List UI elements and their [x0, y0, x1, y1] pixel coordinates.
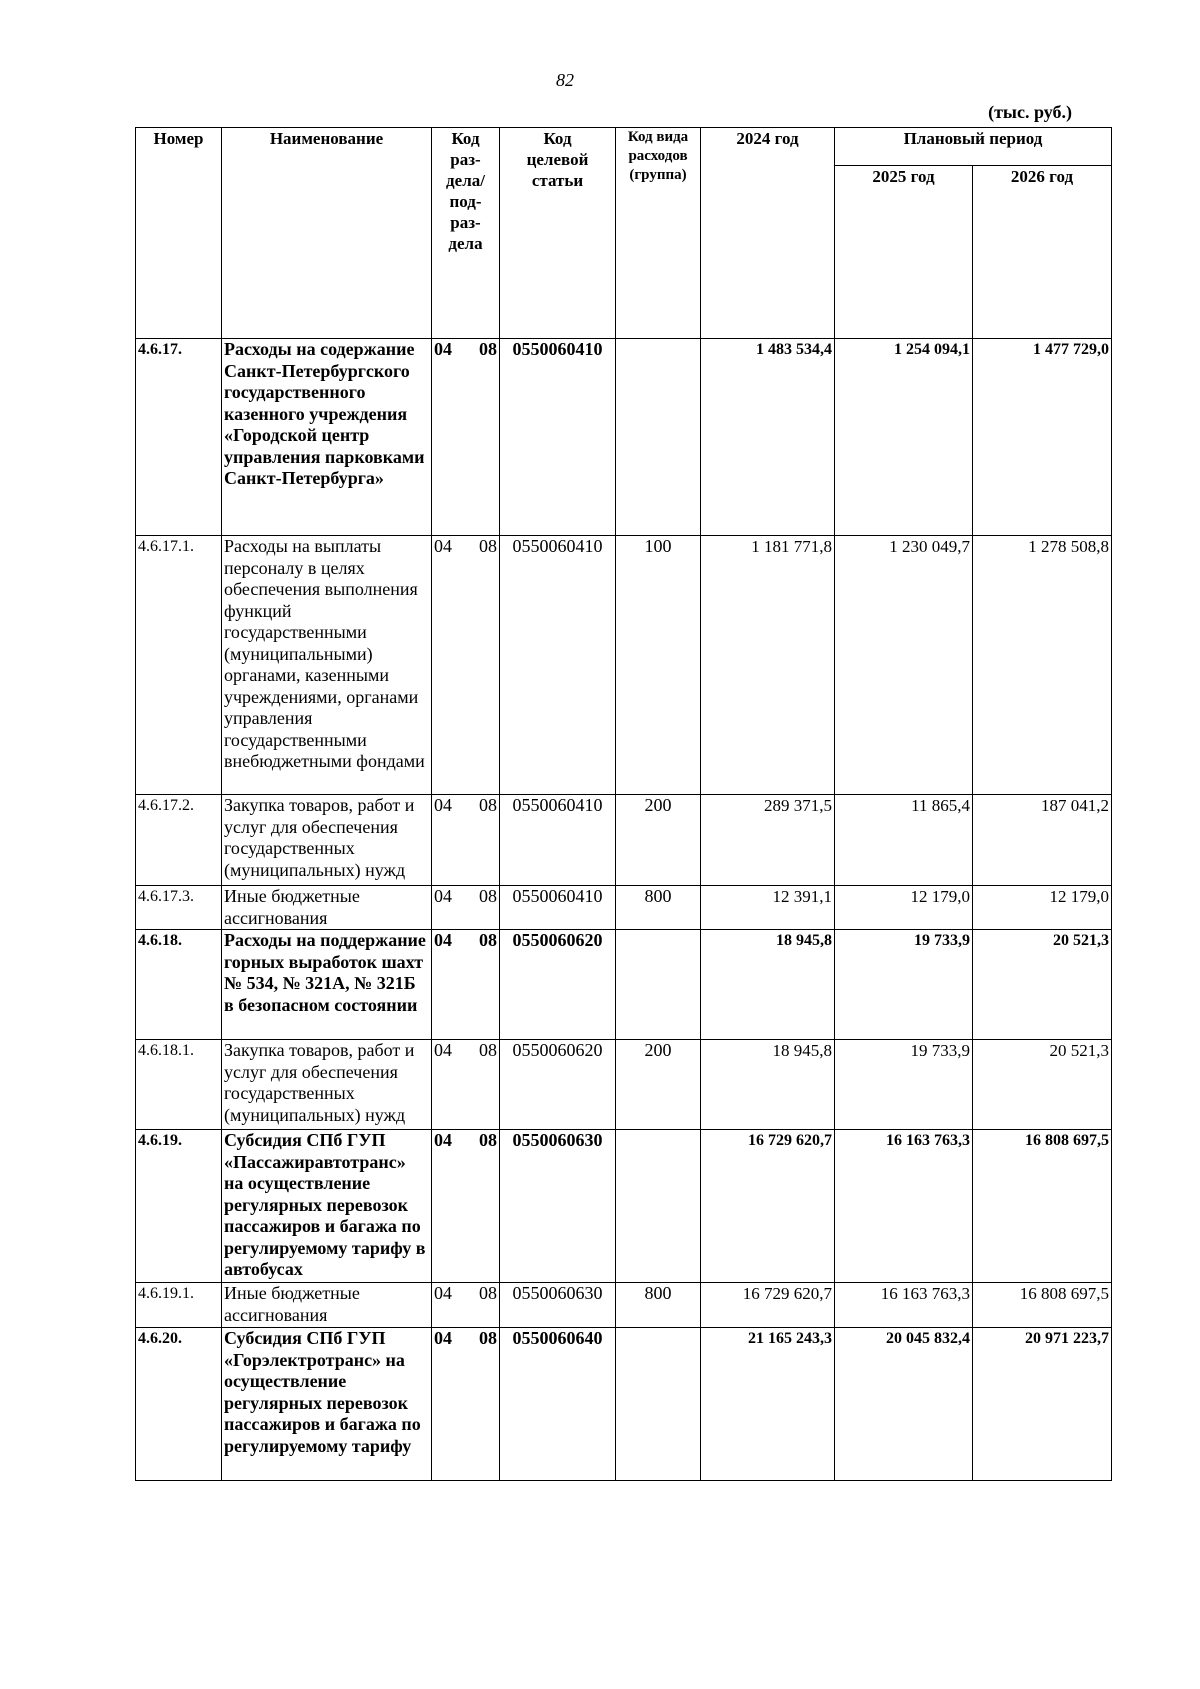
row-subsection: 08	[479, 339, 497, 359]
row-number: 4.6.19.1.	[136, 1283, 222, 1328]
header-name: Наименование	[222, 128, 432, 339]
row-section: 04	[434, 1130, 452, 1150]
row-amount-2026: 1 477 729,0	[973, 339, 1112, 536]
row-number: 4.6.18.	[136, 930, 222, 1040]
row-subsection: 08	[479, 930, 497, 950]
header-kvr-line: Код вида	[627, 129, 689, 145]
row-number: 4.6.17.2.	[136, 795, 222, 886]
header-section-line: раз-	[450, 213, 481, 232]
row-target-code: 0550060640	[500, 1328, 616, 1481]
row-section-code	[432, 1130, 500, 1283]
table-row	[136, 536, 1112, 795]
row-amount-2025: 1 254 094,1	[835, 339, 973, 536]
table-row	[136, 339, 1112, 536]
row-number: 4.6.17.1.	[136, 536, 222, 795]
row-number: 4.6.18.1.	[136, 1040, 222, 1130]
row-section-code	[432, 1283, 500, 1328]
row-target-code: 0550060630	[500, 1283, 616, 1328]
row-amount-2024: 1 181 771,8	[701, 536, 835, 795]
row-section-code	[432, 1328, 500, 1481]
row-subsection: 08	[479, 1130, 497, 1150]
table-row	[136, 930, 1112, 1040]
row-amount-2025: 20 045 832,4	[835, 1328, 973, 1481]
header-2025: 2025 год	[835, 166, 973, 339]
row-name: Расходы на содержание Санкт-Петербургского государственного казенного учреждения «Городской центр управления парковками Санкт-Петербурга»	[222, 339, 432, 536]
row-amount-2025: 16 163 763,3	[835, 1130, 973, 1283]
row-subsection: 08	[479, 536, 497, 556]
row-name: Расходы на поддержание горных выработок шахт № 534, № 321А, № 321Б в безопасном состоянии	[222, 930, 432, 1040]
header-section-line: дела/	[446, 171, 485, 190]
row-target-code: 0550060620	[500, 930, 616, 1040]
row-section: 04	[434, 795, 452, 815]
row-name: Субсидия СПб ГУП «Горэлектротранс» на осуществление регулярных перевозок пассажиров и багажа по регулируемому тарифу	[222, 1328, 432, 1481]
row-kvr-code	[616, 1328, 701, 1481]
row-subsection: 08	[479, 886, 497, 906]
row-target-code: 0550060410	[500, 886, 616, 930]
row-section-code	[432, 1040, 500, 1130]
table-row	[136, 1283, 1112, 1328]
row-name: Расходы на выплаты персоналу в целях обеспечения выполнения функций государственными (муниципальными) органами, казенными учреждениями, органами управления государственными внебюджетными фондами	[222, 536, 432, 795]
row-name: Субсидия СПб ГУП «Пассажиравтотранс» на осуществление регулярных перевозок пассажиров и багажа по регулируемому тарифу в автобусах	[222, 1130, 432, 1283]
table-body	[136, 339, 1112, 1481]
header-2024: 2024 год	[701, 128, 835, 339]
row-section-code	[432, 795, 500, 886]
row-amount-2026: 20 971 223,7	[973, 1328, 1112, 1481]
header-section-line: под-	[449, 192, 482, 211]
row-name: Иные бюджетные ассигнования	[222, 886, 432, 930]
row-amount-2024: 289 371,5	[701, 795, 835, 886]
row-target-code: 0550060410	[500, 339, 616, 536]
row-amount-2024: 1 483 534,4	[701, 339, 835, 536]
row-section: 04	[434, 339, 452, 359]
row-section-code	[432, 536, 500, 795]
row-amount-2026: 16 808 697,5	[973, 1283, 1112, 1328]
page-number: 82	[556, 70, 574, 90]
row-section-code	[432, 930, 500, 1040]
row-target-code: 0550060630	[500, 1130, 616, 1283]
row-amount-2025: 1 230 049,7	[835, 536, 973, 795]
row-amount-2025: 19 733,9	[835, 1040, 973, 1130]
row-kvr-code	[616, 1130, 701, 1283]
row-target-code: 0550060410	[500, 795, 616, 886]
row-section: 04	[434, 1283, 452, 1303]
header-number: Номер	[136, 128, 222, 339]
row-amount-2024: 16 729 620,7	[701, 1283, 835, 1328]
header-planned-period: Плановый период	[835, 128, 1112, 166]
row-amount-2026: 16 808 697,5	[973, 1130, 1112, 1283]
row-name: Иные бюджетные ассигнования	[222, 1283, 432, 1328]
row-amount-2026: 187 041,2	[973, 795, 1112, 886]
header-section-line: Код	[451, 129, 480, 148]
row-name: Закупка товаров, работ и услуг для обеспечения государственных (муниципальных) нужд	[222, 795, 432, 886]
row-kvr-code: 800	[616, 1283, 701, 1328]
row-name: Закупка товаров, работ и услуг для обеспечения государственных (муниципальных) нужд	[222, 1040, 432, 1130]
header-kvr-line: (группа)	[629, 167, 687, 183]
row-amount-2026: 20 521,3	[973, 930, 1112, 1040]
header-section-line: раз-	[450, 150, 481, 169]
row-number: 4.6.20.	[136, 1328, 222, 1481]
units-label: (тыс. руб.)	[988, 102, 1072, 122]
row-kvr-code	[616, 339, 701, 536]
header-target-code	[500, 128, 616, 339]
row-target-code: 0550060410	[500, 536, 616, 795]
row-amount-2024: 12 391,1	[701, 886, 835, 930]
row-subsection: 08	[479, 795, 497, 815]
row-section: 04	[434, 1040, 452, 1060]
row-section: 04	[434, 1328, 452, 1348]
header-kvr-line: расходов	[628, 148, 688, 164]
header-section-code	[432, 128, 500, 339]
row-section: 04	[434, 930, 452, 950]
row-number: 4.6.17.	[136, 339, 222, 536]
row-amount-2024: 18 945,8	[701, 1040, 835, 1130]
row-amount-2025: 19 733,9	[835, 930, 973, 1040]
table-row	[136, 1040, 1112, 1130]
row-kvr-code: 800	[616, 886, 701, 930]
header-target-line: статьи	[531, 171, 584, 190]
row-amount-2024: 16 729 620,7	[701, 1130, 835, 1283]
table-row	[136, 1130, 1112, 1283]
row-kvr-code: 200	[616, 1040, 701, 1130]
row-number: 4.6.19.	[136, 1130, 222, 1283]
row-amount-2025: 11 865,4	[835, 795, 973, 886]
budget-table	[135, 127, 1112, 1481]
row-amount-2026: 20 521,3	[973, 1040, 1112, 1130]
row-section-code	[432, 339, 500, 536]
row-amount-2026: 1 278 508,8	[973, 536, 1112, 795]
row-amount-2024: 18 945,8	[701, 930, 835, 1040]
row-amount-2026: 12 179,0	[973, 886, 1112, 930]
row-amount-2025: 12 179,0	[835, 886, 973, 930]
row-kvr-code: 200	[616, 795, 701, 886]
row-amount-2024: 21 165 243,3	[701, 1328, 835, 1481]
row-kvr-code: 100	[616, 536, 701, 795]
header-row-1	[136, 128, 1112, 166]
row-subsection: 08	[479, 1328, 497, 1348]
header-kvr-code	[616, 128, 701, 339]
row-target-code: 0550060620	[500, 1040, 616, 1130]
header-section-line: дела	[448, 234, 483, 253]
row-subsection: 08	[479, 1283, 497, 1303]
row-section: 04	[434, 536, 452, 556]
table-row	[136, 886, 1112, 930]
row-amount-2025: 16 163 763,3	[835, 1283, 973, 1328]
row-number: 4.6.17.3.	[136, 886, 222, 930]
header-target-line: Код	[543, 129, 572, 148]
row-section: 04	[434, 886, 452, 906]
header-2026: 2026 год	[973, 166, 1112, 339]
row-kvr-code	[616, 930, 701, 1040]
header-target-line: целевой	[526, 150, 589, 169]
row-subsection: 08	[479, 1040, 497, 1060]
row-section-code	[432, 886, 500, 930]
table-row	[136, 1328, 1112, 1481]
table-row	[136, 795, 1112, 886]
